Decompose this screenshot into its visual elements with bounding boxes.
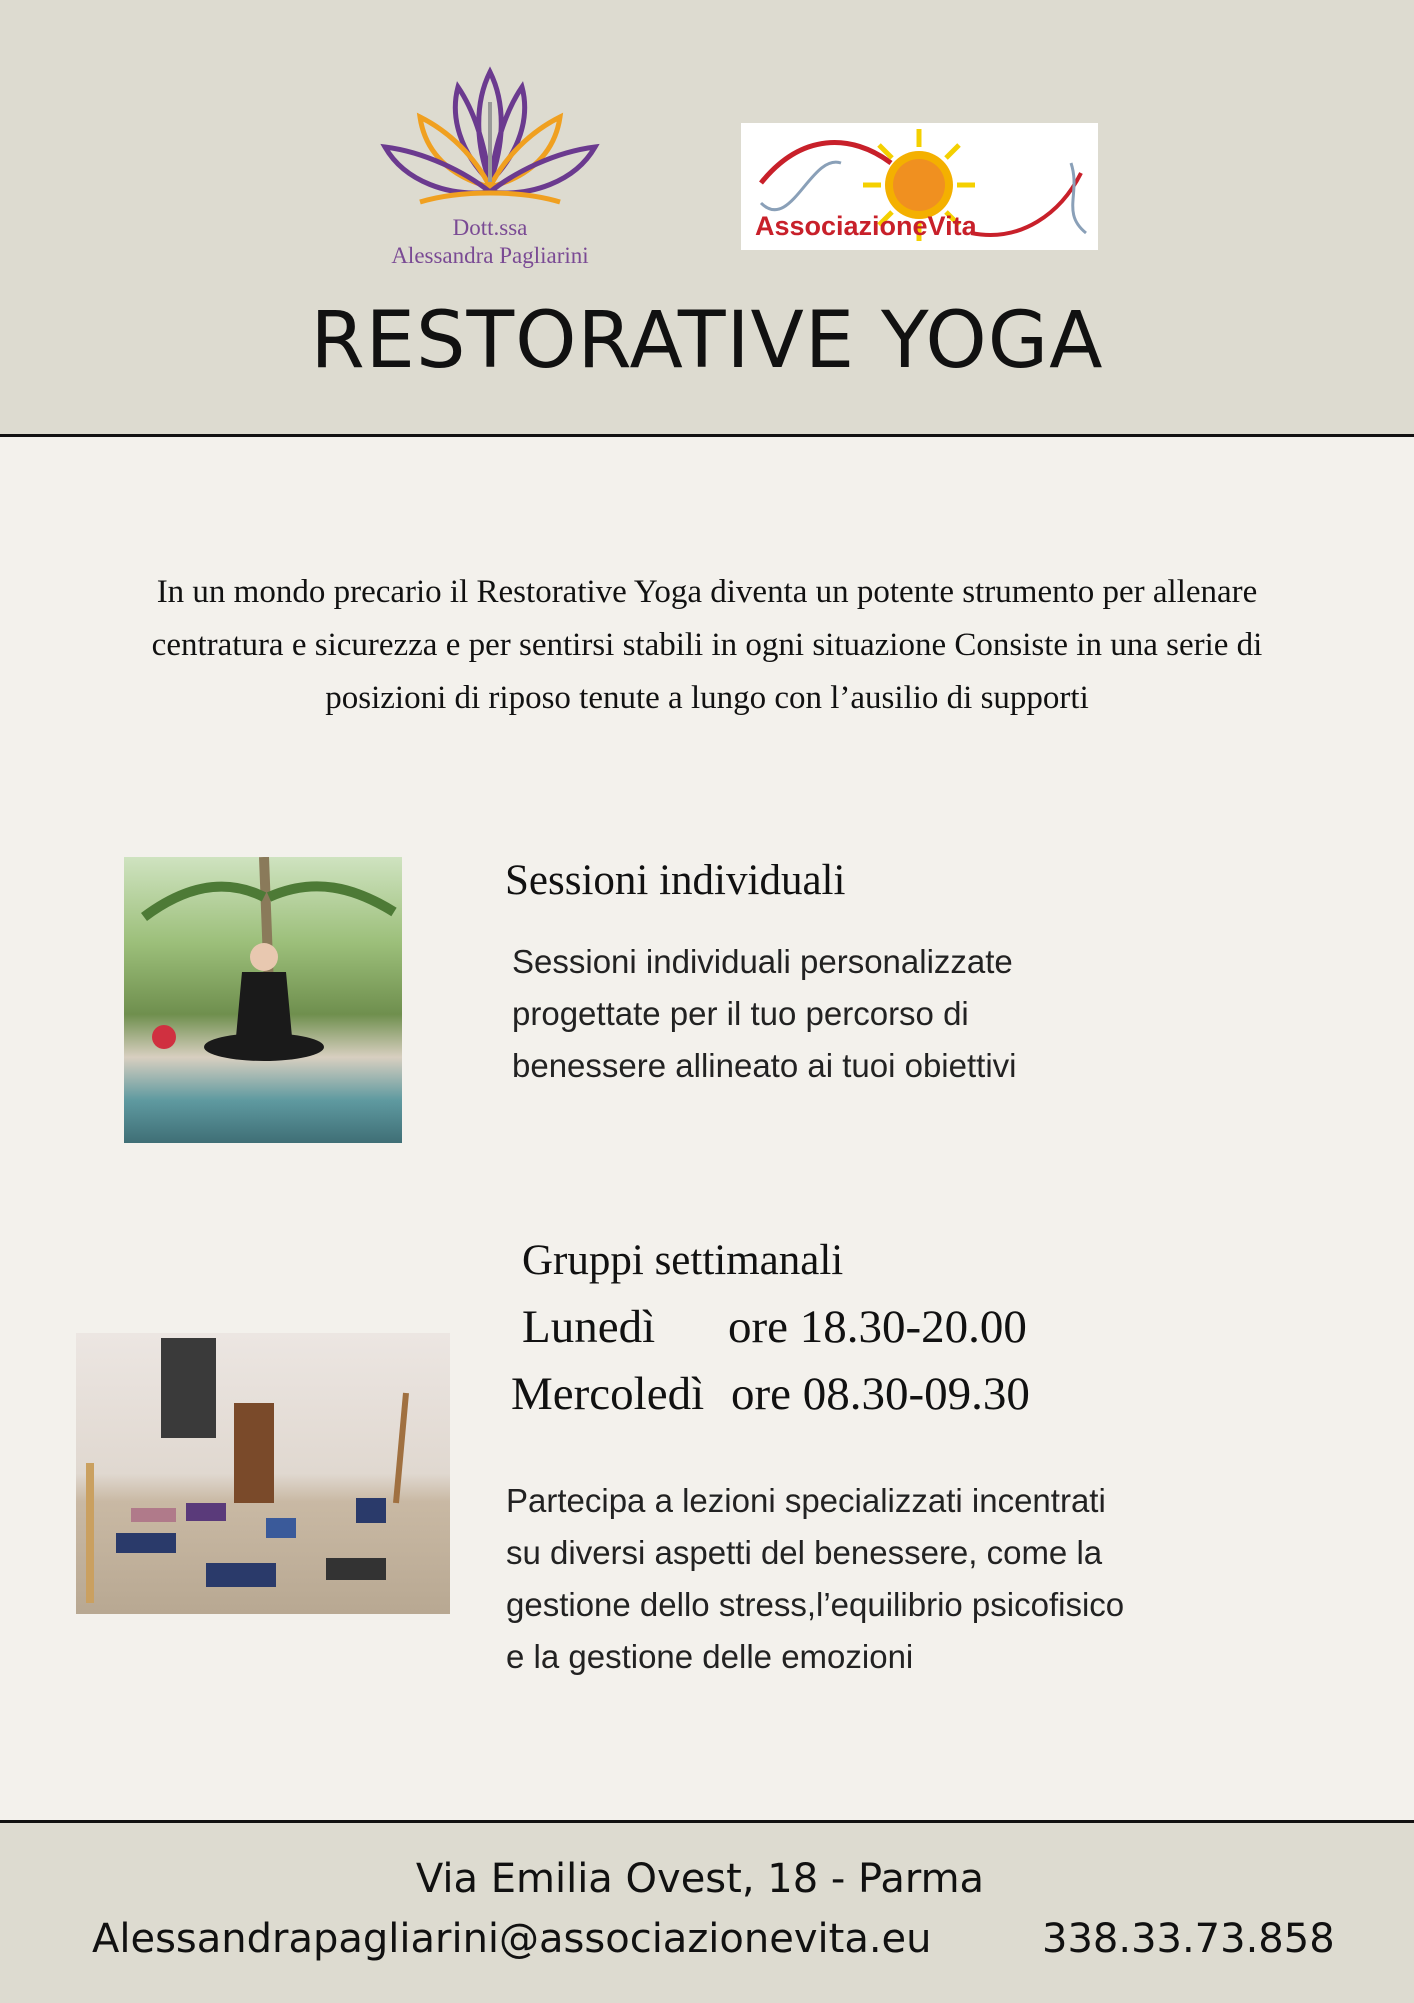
meditating-person-icon [124, 857, 402, 1143]
footer-email[interactable]: Alessandrapagliarini@associazionevita.eu [92, 1916, 932, 1962]
group-class-photo [76, 1333, 450, 1614]
intro-paragraph: In un mondo precario il Restorative Yoga diventa un potente strumento per allenare centratura e sicurezza e per sentirsi stabili in ogni situazione Consiste in una serie di posizioni di riposo tenute a lungo con l’ausilio di supporti [151, 574, 1263, 716]
weekly-groups-heading: Gruppi settimanali [522, 1237, 844, 1284]
schedule-day-2: Mercoledì [511, 1368, 705, 1420]
individual-session-photo [124, 857, 402, 1143]
footer-address: Via Emilia Ovest, 18 - Parma [415, 1856, 985, 1902]
footer-band [0, 1820, 1414, 2003]
associazione-vita-logo [741, 123, 1098, 250]
schedule-time-1: ore 18.30-20.00 [728, 1301, 1027, 1353]
logo-title-line1: Dott.ssa [452, 215, 528, 240]
logo-title-line2: Alessandra Pagliarini [391, 243, 589, 268]
lotus-logo-icon [380, 62, 600, 212]
individual-sessions-text: Sessioni individuali personalizzate progettate per il tuo percorso di benessere allineato ai tuoi obiettivi [512, 943, 1017, 1084]
associazione-vita-text: AssociazioneVita [755, 211, 977, 241]
schedule-time-2: ore 08.30-09.30 [731, 1368, 1030, 1420]
individual-sessions-heading: Sessioni individuali [505, 857, 846, 904]
yoga-room-icon [76, 1333, 450, 1614]
footer-phone[interactable]: 338.33.73.858 [1042, 1916, 1335, 1962]
weekly-groups-text: Partecipa a lezioni specializzati incentrati su diversi aspetti del benessere, come la gestione dello stress,l’equilibrio psicofisico e la gestione delle emozioni [506, 1482, 1125, 1675]
schedule-day-1: Lunedì [522, 1301, 656, 1353]
page-title: RESTORATIVE YOGA [310, 296, 1104, 386]
